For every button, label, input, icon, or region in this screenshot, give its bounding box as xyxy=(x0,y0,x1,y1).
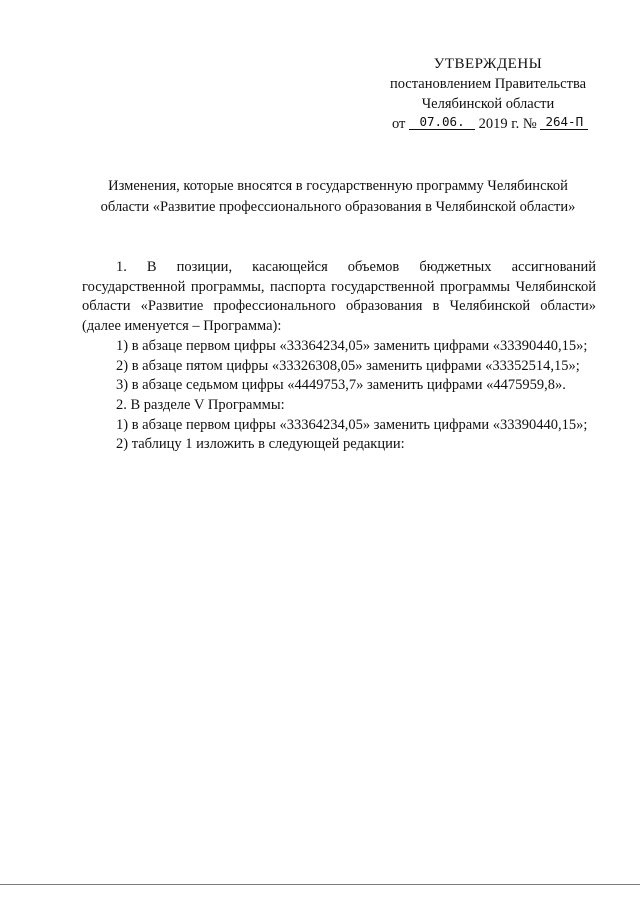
approval-line-2: Челябинской области xyxy=(421,96,555,112)
approval-number: 264-П xyxy=(540,114,588,130)
paragraph-2-1: 1) в абзаце первом цифры «33364234,05» заменить цифрами «33390440,15»; xyxy=(116,416,588,433)
approval-date-line xyxy=(378,114,598,134)
approval-heading: УТВЕРЖДЕНЫ xyxy=(433,56,543,72)
paragraph-2: 2. В разделе V Программы: xyxy=(116,396,285,413)
paragraph-1-3: 3) в абзаце седьмом цифры «4449753,7» заменить цифрами «4475959,8». xyxy=(116,377,566,394)
paragraph-1-1: 1) в абзаце первом цифры «33364234,05» заменить цифрами «33390440,15»; xyxy=(116,337,588,354)
document-body xyxy=(82,258,596,455)
paragraph-1-2: 2) в абзаце пятом цифры «33326308,05» заменить цифрами «33352514,15»; xyxy=(116,357,580,374)
approval-date: 07.06. xyxy=(409,114,475,130)
paragraph-1: 1. В позиции, касающейся объемов бюджетных ассигнований государственной программы, паспорта государственной программы Челябинской области «Развитие профессионального образования в Челябинской области» (далее именуется – Программа): xyxy=(82,259,596,335)
page-bottom-divider xyxy=(0,884,640,885)
approval-line-1: постановлением Правительства xyxy=(389,76,587,92)
approval-block xyxy=(378,54,598,134)
date-prefix: от xyxy=(392,116,406,132)
year-text: 2019 г. № xyxy=(478,116,537,132)
paragraph-2-2: 2) таблицу 1 изложить в следующей редакции: xyxy=(116,436,405,453)
document-title: Изменения, которые вносятся в государственную программу Челябинской области «Развитие профессионального образования в Челябинской области» xyxy=(100,178,576,215)
